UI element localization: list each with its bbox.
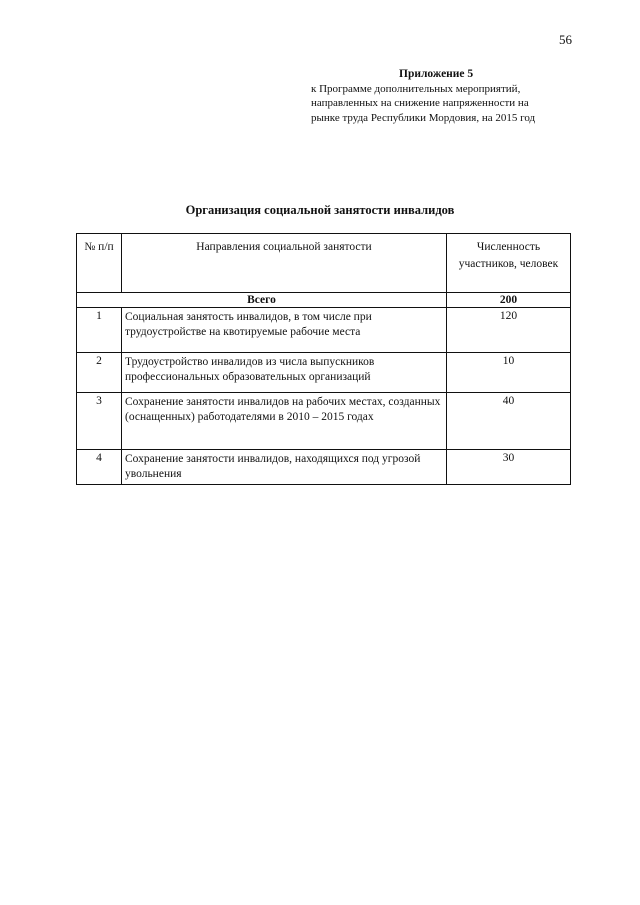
- header-direction: Направления социальной занятости: [122, 234, 447, 293]
- row-number: 4: [77, 450, 122, 485]
- total-value: 200: [447, 293, 571, 308]
- row-count: 120: [447, 308, 571, 353]
- table-row: [77, 308, 571, 353]
- row-number: 2: [77, 353, 122, 393]
- row-number: 1: [77, 308, 122, 353]
- employment-table: [76, 233, 571, 485]
- row-direction: Социальная занятость инвалидов, в том числе при трудоустройстве на квотируемые рабочие места: [122, 308, 447, 353]
- row-count: 40: [447, 393, 571, 450]
- table-total-row: [77, 293, 571, 308]
- header-count-line: Численность: [476, 241, 541, 253]
- row-count: 30: [447, 450, 571, 485]
- table-row: [77, 450, 571, 485]
- row-direction: Трудоустройство инвалидов из числа выпускников профессиональных образовательных организаций: [122, 353, 447, 393]
- page-number: 56: [559, 32, 572, 47]
- total-label: Всего: [77, 293, 447, 308]
- table-header-row: [77, 234, 571, 293]
- header-count-line: участников, человек: [458, 258, 559, 270]
- appendix-title: Приложение 5: [399, 68, 474, 80]
- appendix-line: рынке труда Республики Мордовия, на 2015 год: [311, 111, 536, 124]
- appendix-header: [311, 67, 591, 125]
- appendix-line: направленных на снижение напряженности на: [311, 97, 529, 109]
- header-count: [447, 234, 571, 293]
- table-row: [77, 393, 571, 450]
- row-direction: Сохранение занятости инвалидов на рабочих местах, созданных (оснащенных) работодателями в 2010 – 2015 годах: [122, 393, 447, 450]
- table-row: [77, 353, 571, 393]
- document-title: Организация социальной занятости инвалидов: [185, 203, 455, 217]
- appendix-line: к Программе дополнительных мероприятий,: [311, 82, 521, 95]
- row-number: 3: [77, 393, 122, 450]
- row-direction: Сохранение занятости инвалидов, находящихся под угрозой увольнения: [122, 450, 447, 485]
- row-count: 10: [447, 353, 571, 393]
- header-number: № п/п: [77, 234, 122, 293]
